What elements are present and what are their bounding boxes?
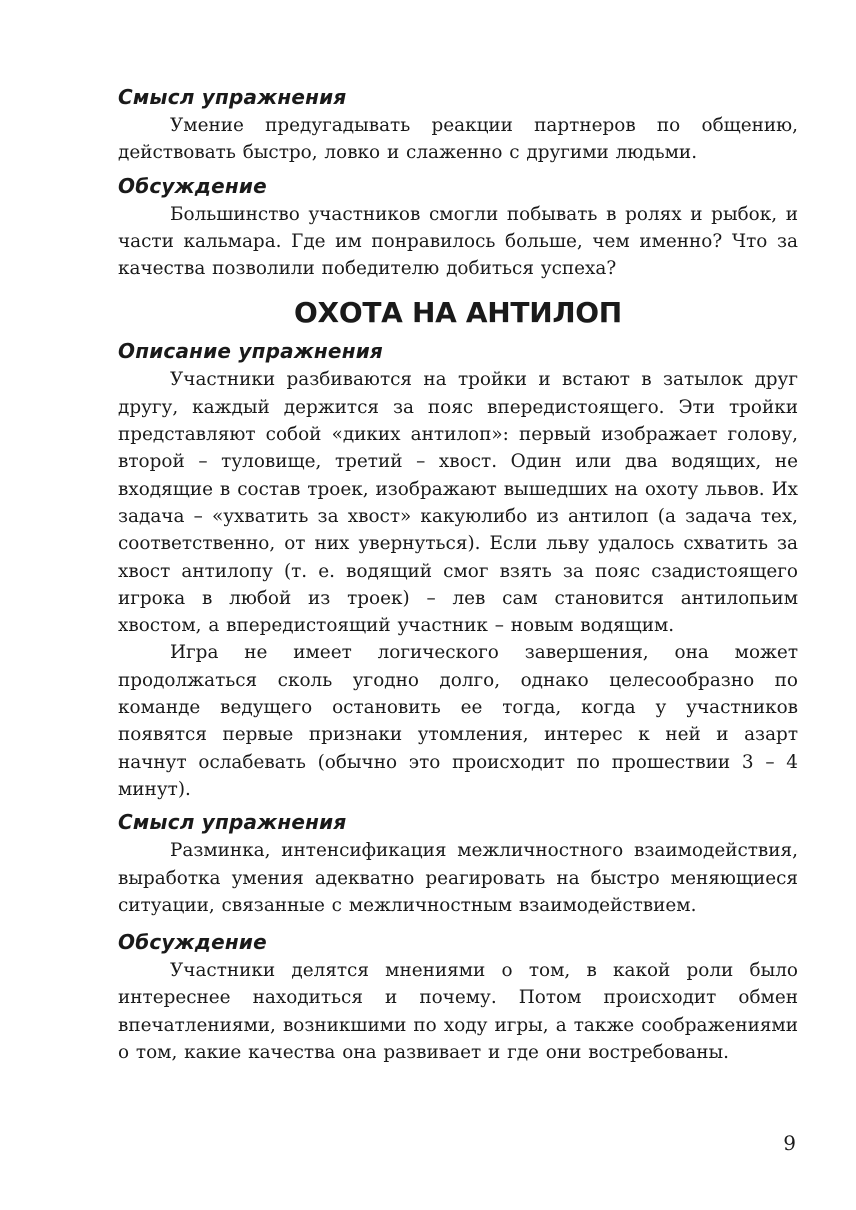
- meaning-heading-1: Смысл упражнения: [118, 85, 347, 109]
- page-content: [118, 82, 798, 1066]
- discussion-heading-1: Обсуждение: [118, 173, 267, 198]
- meaning-text-1: Умение предугадывать реакции партнеров по общению, действовать быстро, ловко и слаженно с другими людьми.: [118, 115, 798, 164]
- exercise-title: ОХОТА НА АНТИЛОП: [294, 296, 622, 330]
- meaning-text-2: Разминка, интенсификация межличностного взаимодействия, выработка умения адекватно реагировать на быстро меняющиеся ситуации, связанные с межличностным взаимодействием.: [118, 840, 798, 916]
- meaning-heading-2: Смысл упражнения: [118, 810, 347, 835]
- discussion-text-1: Большинство участников смогли побывать в ролях и рыбок, и части кальмара. Где им понравилось больше, чем именно? Что за качества позволили победителю добиться успеха?: [118, 203, 798, 280]
- page-number: 9: [783, 1131, 796, 1155]
- description-paragraph-2: Игра не имеет логического завершения, она может продолжаться сколь угодно долго, однако целесообразно по команде ведущего остановить ее тогда, когда у участников появятся первые признаки утомления, интерес к ней и азарт начнут ослабевать (обычно это происходит по прошествии 3 – 4 минут).: [118, 642, 798, 800]
- discussion-text-2: Участники делятся мнениями о том, в какой роли было интереснее находиться и почему. Потом происходит обмен впечатлениями, возникшими по ходу игры, а также соображениями о том, какие качества она развивает и где они востребованы.: [118, 960, 798, 1064]
- discussion-heading-2: Обсуждение: [118, 930, 267, 955]
- description-heading: Описание упражнения: [118, 339, 383, 364]
- description-paragraph-1: Участники разбиваются на тройки и встают в затылок друг другу, каждый держится за пояс впередистоящего. Эти тройки представляют собой «диких антилоп»: первый изображает голову, второй – туловище, третий – хвост. Один или два водящих, не входящие в состав троек, изображают вышедших на охоту львов. Их задача – «ухватить за хвост» какуюлибо из антилоп (а задача тех, соответственно, от них увернуться). Если льву удалось схватить за хвост антилопу (т. е. водящий смог взять за пояс сзадистоящего игрока в любой из троек) – лев сам становится антилопьим хвостом, а впередистоящий участник – новым водящим.: [118, 369, 798, 637]
